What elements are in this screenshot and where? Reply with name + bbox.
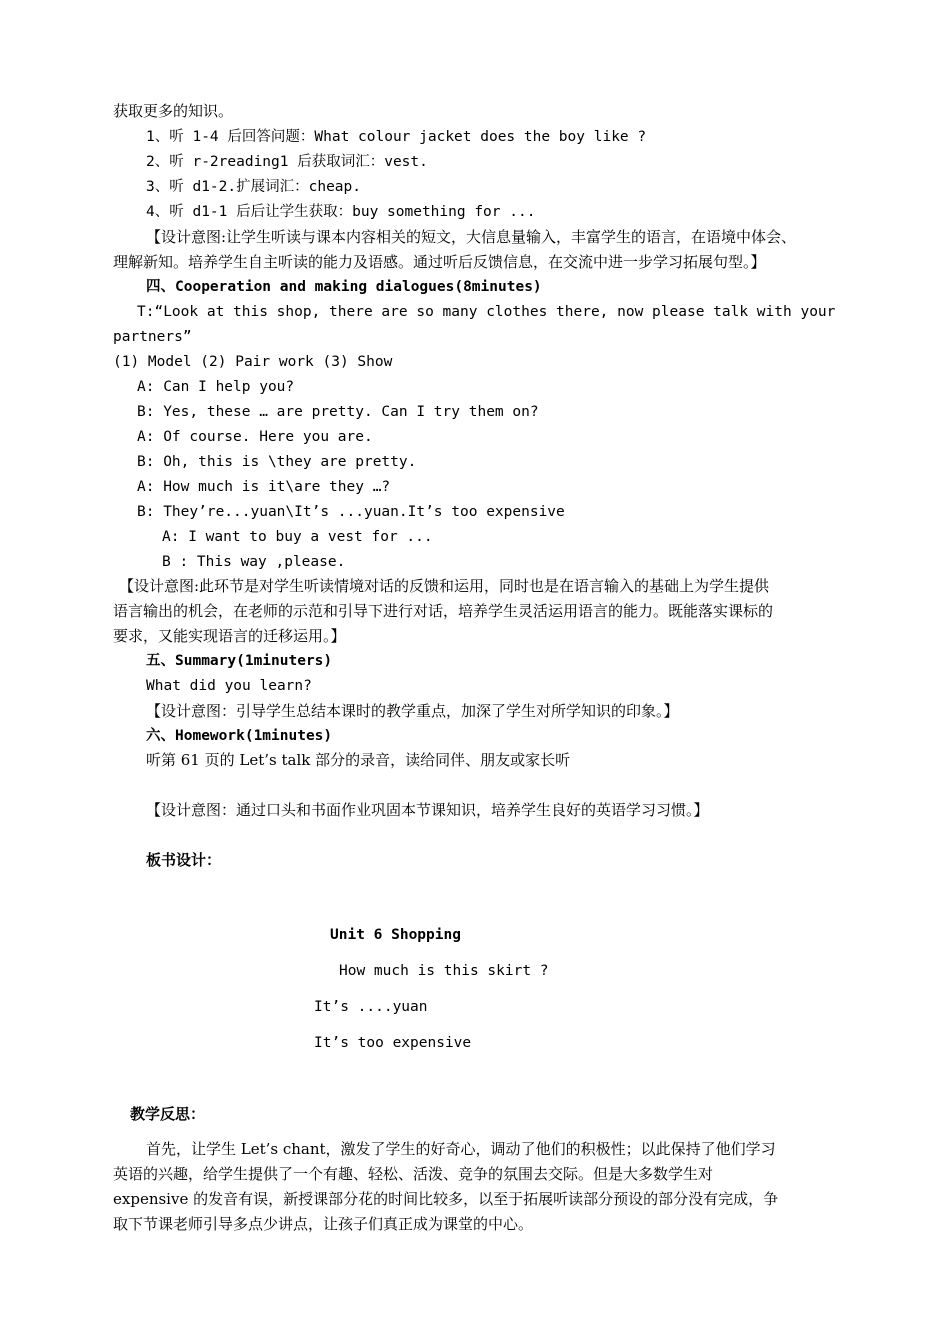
dialogue-line: A: Of course. Here you are. <box>137 429 373 445</box>
text-line: 听第 61 页的 Let’s talk 部分的录音，读给同伴、朋友或家长听 <box>146 751 571 769</box>
text-line: What did you learn? <box>146 678 312 694</box>
board-line: It’s ....yuan <box>314 999 428 1015</box>
design-intent-note: 【设计意图：通过口头和书面作业巩固本节课知识，培养学生良好的英语学习习惯。】 <box>146 801 709 819</box>
dialogue-line: B : This way ,please. <box>162 554 346 570</box>
design-intent-note: 理解新知。培养学生自主听读的能力及语感。通过听后反馈信息，在交流中进一步学习拓展句型。】 <box>113 253 766 271</box>
board-design-heading: 板书设计： <box>146 851 222 869</box>
dialogue-line: A: Can I help you? <box>137 379 295 395</box>
reflection-text: 英语的兴趣，给学生提供了一个有趣、轻松、活泼、竞争的氛围去交际。但是大多数学生对 <box>113 1165 714 1183</box>
reflection-heading: 教学反思： <box>130 1105 206 1123</box>
section-heading: 六、Homework(1minutes) <box>146 728 333 744</box>
design-intent-note: 语言输出的机会，在老师的示范和引导下进行对话，培养学生灵活运用语言的能力。既能落实课标的 <box>113 602 774 620</box>
reflection-text: 取下节课老师引导多点少讲点，让孩子们真正成为课堂的中心。 <box>113 1215 534 1233</box>
section-heading: 五、Summary(1minuters) <box>146 653 333 669</box>
design-intent-note: 【设计意图:让学生听读与课本内容相关的短文，大信息量输入，丰富学生的语言，在语境中体会、 <box>146 228 797 246</box>
reflection-text: 首先，让学生 Let’s chant，激发了学生的好奇心，调动了他们的积极性；以此保持了他们学习 <box>146 1140 776 1158</box>
text-line: T:“Look at this shop, there are so many clothes there, now please talk with your <box>137 304 836 320</box>
text-line: 2、听 r-2reading1 后获取词汇：vest. <box>146 154 428 170</box>
text-line: 1、听 1-4 后回答问题：What colour jacket does the boy like ? <box>146 129 647 145</box>
text-line: 3、听 d1-2.扩展词汇：cheap. <box>146 179 361 195</box>
text-line: 获取更多的知识。 <box>113 102 234 120</box>
dialogue-line: B: Yes, these … are pretty. Can I try them on? <box>137 404 539 420</box>
board-line: How much is this skirt ? <box>339 963 549 979</box>
text-line: (1) Model (2) Pair work (3) Show <box>113 354 393 370</box>
dialogue-line: A: I want to buy a vest for ... <box>162 529 433 545</box>
board-line: It’s too expensive <box>314 1035 472 1051</box>
dialogue-line: B: Oh, this is \they are pretty. <box>137 454 417 470</box>
dialogue-line: A: How much is it\are they …? <box>137 479 391 495</box>
dialogue-line: B: They’re...yuan\It’s ...yuan.It’s too expensive <box>137 504 565 520</box>
design-intent-note: 【设计意图：引导学生总结本课时的教学重点，加深了学生对所学知识的印象。】 <box>146 702 679 720</box>
section-heading: 四、Cooperation and making dialogues(8minutes) <box>146 279 542 295</box>
design-intent-note: 要求，又能实现语言的迁移运用。】 <box>113 627 346 645</box>
text-line: partners” <box>113 329 192 345</box>
board-title: Unit 6 Shopping <box>330 927 461 943</box>
text-line: 4、听 d1-1 后后让学生获取：buy something for ... <box>146 204 536 220</box>
design-intent-note: 【设计意图:此环节是对学生听读情境对话的反馈和运用，同时也是在语言输入的基础上为学生提供 <box>119 577 770 595</box>
reflection-text: expensive 的发音有误，新授课部分花的时间比较多，以至于拓展听读部分预设的部分没有完成，争 <box>113 1190 779 1208</box>
